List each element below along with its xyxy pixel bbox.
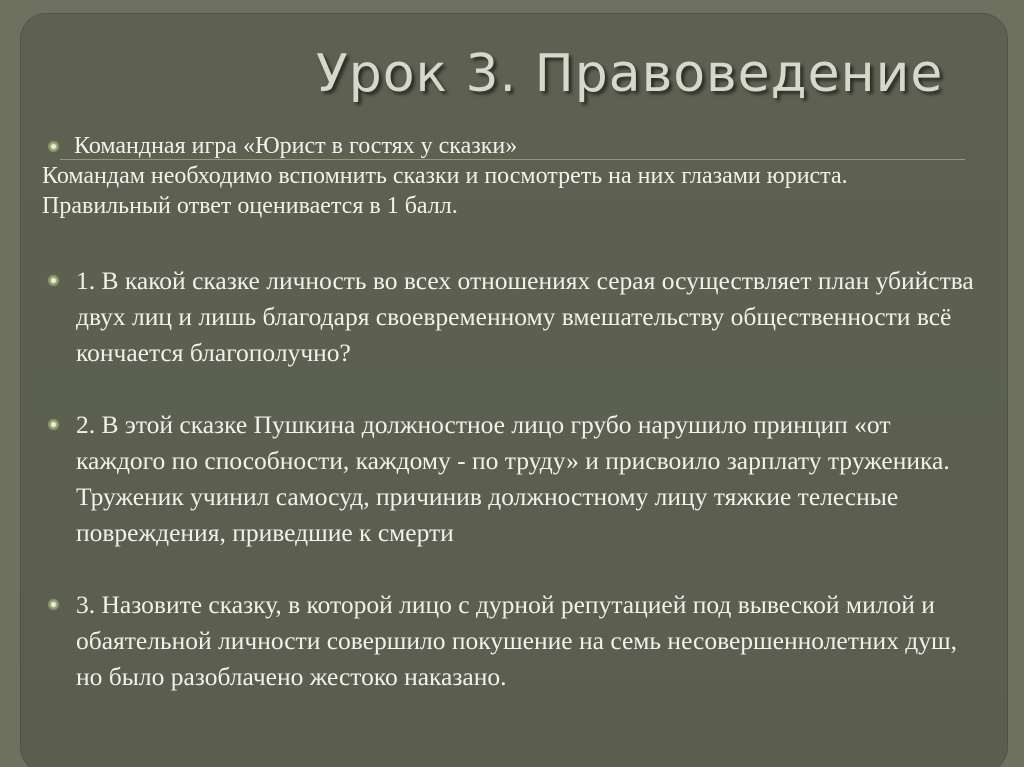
bullet-icon	[48, 419, 59, 430]
game-heading: Командная игра «Юрист в гостях у сказки»	[74, 133, 518, 159]
question-item	[42, 407, 986, 551]
question-text: 3. Назовите сказку, в которой лицо с дурной репутацией под вывеской милой и обаятельной личности совершило покушение на семь несовершеннолетних душ, но было разоблачено жестоко наказано.	[76, 590, 958, 691]
bullet-icon	[48, 275, 59, 286]
question-item	[42, 587, 986, 695]
slide-title: Урок 3. Правоведение	[316, 44, 944, 104]
heading-underline	[60, 159, 965, 160]
intro-text: Командам необходимо вспомнить сказки и посмотреть на них глазами юриста. Правильный ответ оценивается в 1 балл.	[42, 163, 848, 219]
bullet-icon	[48, 599, 59, 610]
question-text: 2. В этой сказке Пушкина должностное лицо грубо нарушило принцип «от каждого по способности, каждому - по труду» и присвоило зарплату труженика. Труженик учинил самосуд, причинив должностному лицу тяжкие телесные повреждения, приведшие к смерти	[76, 410, 950, 547]
question-text: 1. В какой сказке личность во всех отношениях серая осуществляет план убийства двух лиц и лишь благодаря своевременному вмешательству общественности всё кончается благополучно?	[76, 266, 974, 367]
bullet-icon	[48, 141, 59, 152]
game-heading-row	[42, 132, 992, 161]
slide-body	[42, 132, 992, 695]
question-item	[42, 263, 986, 371]
